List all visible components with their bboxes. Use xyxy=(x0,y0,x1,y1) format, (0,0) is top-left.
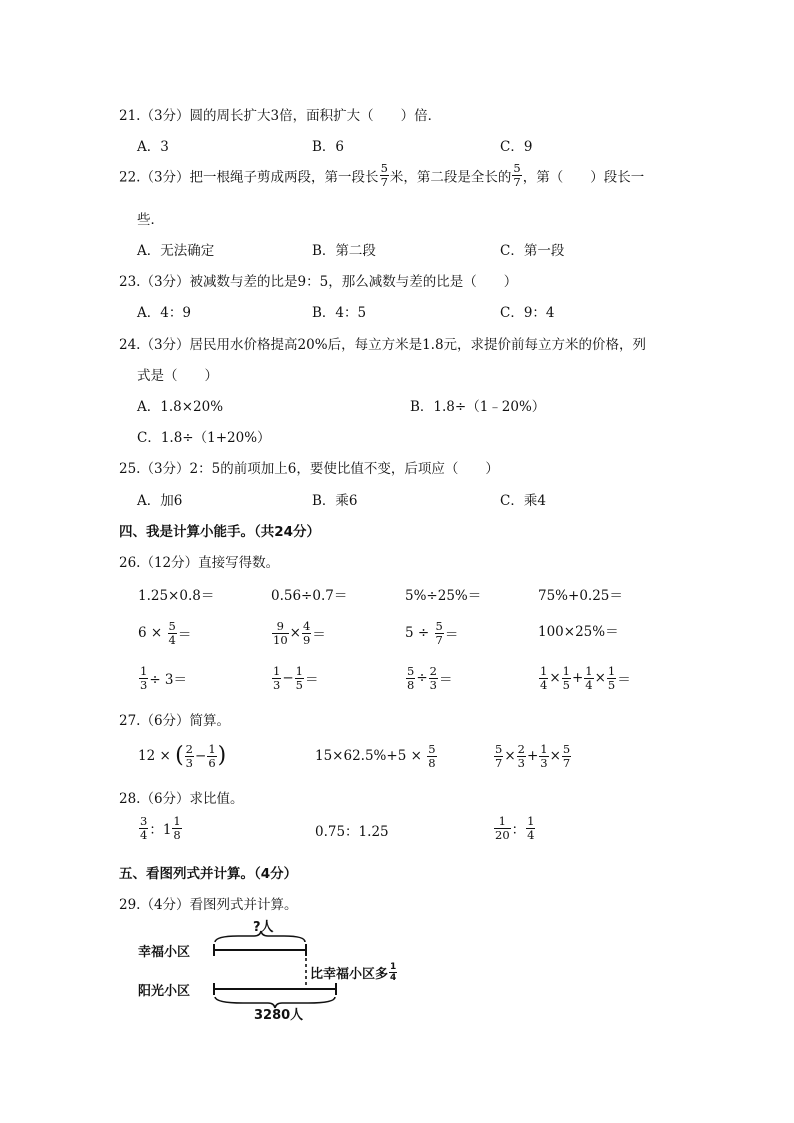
q21-stem: 21.（3分）圆的周长扩大3倍，面积扩大（ ）倍． xyxy=(119,108,442,124)
q26-r1-a: 1.25×0.8＝ xyxy=(138,588,215,604)
q21-option-b: B．6 xyxy=(312,139,345,155)
section-4-heading: 四、我是计算小能手。（共24分） xyxy=(119,524,321,540)
line-segment-diagram xyxy=(138,922,438,1022)
q21-option-c: C．9 xyxy=(500,139,533,155)
q24-stem: 24.（3分）居民用水价格提高20%后，每立方米是1.8元，求提价前每立方米的价格，列 xyxy=(119,337,647,353)
q22-stem-cont: 些． xyxy=(137,212,164,228)
q26-r2-b: $\frac{9}{10}$ × $\frac{4}{9}$ ＝ xyxy=(273,618,326,647)
q26-r1-b: 0.56÷0.7＝ xyxy=(271,588,348,604)
section-5-heading: 五、看图列式并计算。（4分） xyxy=(119,866,298,882)
label-total: 3280人 xyxy=(254,1008,304,1023)
q24-option-a: A．1.8×20% xyxy=(137,399,224,415)
label-more-than: 比幸福小区多 $\frac{1}{4}$ xyxy=(310,962,397,983)
q26-r2-c: 5 ÷ $\frac{5}{7}$ ＝ xyxy=(405,618,459,647)
q22-option-a: A．无法确定 xyxy=(137,243,215,259)
q22-option-b: B．第二段 xyxy=(312,243,376,259)
label-unknown: ?人 xyxy=(253,920,274,935)
q29-stem: 29.（4分）看图列式并计算。 xyxy=(119,897,298,913)
q27-a: 12 × ( $\frac{2}{3}$ − $\frac{1}{6}$ ) xyxy=(138,741,227,770)
q23-option-c: C．9：4 xyxy=(500,305,555,321)
q26-r2-d: 100×25%＝ xyxy=(538,624,619,640)
q24-option-c: C．1.8÷（1+20%） xyxy=(137,430,271,446)
q28-a: $\frac{3}{4}$ ：1 $\frac{1}{8}$ xyxy=(140,813,181,842)
label-yangguang: 阳光小区 xyxy=(138,984,191,999)
q23-option-b: B．4：5 xyxy=(312,305,367,321)
q23-option-a: A．4：9 xyxy=(137,305,191,321)
q26-r3-b: $\frac{1}{3}$ − $\frac{1}{5}$ ＝ xyxy=(273,663,319,692)
q22-option-c: C．第一段 xyxy=(500,243,565,259)
q26-r3-a: $\frac{1}{3}$ ÷ 3＝ xyxy=(140,663,188,692)
q27-b: 15×62.5%+5 × $\frac{5}{8}$ xyxy=(315,741,436,770)
q24-stem-cont: 式是（ ） xyxy=(137,368,218,384)
q28-c: $\frac{1}{20}$ ： $\frac{1}{4}$ xyxy=(495,813,535,842)
fraction: $\frac{5}{7}$ xyxy=(380,161,388,189)
q23-stem: 23.（3分）被减数与差的比是9：5，那么减数与差的比是（ ） xyxy=(119,274,518,290)
label-xingfu: 幸福小区 xyxy=(138,945,191,960)
q22-stem: 22.（3分）把一根绳子剪成两段，第一段长 $\frac{5}{7}$ 米，第二段是全长的 $\frac{5}{7}$ ，第（ ）段长一 xyxy=(119,161,645,189)
q28-stem: 28.（6分）求比值。 xyxy=(119,791,244,807)
q21-option-a: A．3 xyxy=(137,139,169,155)
q26-r3-c: $\frac{5}{8}$ ÷ $\frac{2}{3}$ ＝ xyxy=(407,663,453,692)
q27-c: $\frac{5}{7}$ × $\frac{2}{3}$ + $\frac{1}{3}$ × $\frac{5}{7}$ xyxy=(495,741,571,770)
q27-stem: 27.（6分）简算。 xyxy=(119,713,231,729)
q25-option-b: B．乘6 xyxy=(312,493,358,509)
q25-stem: 25.（3分）2：5的前项加上6，要使比值不变，后项应（ ） xyxy=(119,461,499,477)
q25-option-a: A．加6 xyxy=(137,493,183,509)
q26-r2-a: 6 × $\frac{5}{4}$ ＝ xyxy=(138,618,192,647)
q26-stem: 26.（12分）直接写得数。 xyxy=(119,555,280,571)
fraction: $\frac{5}{7}$ xyxy=(513,161,521,189)
q26-r3-d: $\frac{1}{4}$ × $\frac{1}{5}$ + $\frac{1}{4}$ × $\frac{1}{5}$ ＝ xyxy=(540,663,631,692)
q25-option-c: C．乘4 xyxy=(500,493,546,509)
q24-option-b: B．1.8÷（1﹣20%） xyxy=(410,399,546,415)
q26-r1-c: 5%÷25%＝ xyxy=(405,588,482,604)
q28-b: 0.75：1.25 xyxy=(315,824,389,840)
q26-r1-d: 75%+0.25＝ xyxy=(538,588,623,604)
